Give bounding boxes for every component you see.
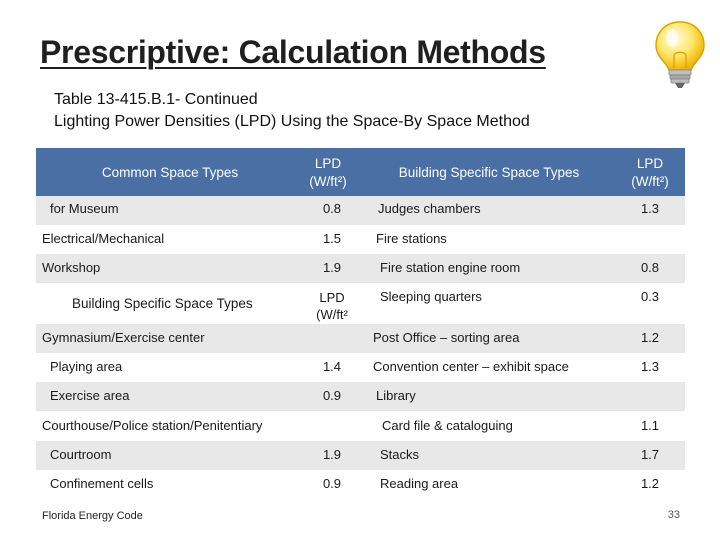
footer-source: Florida Energy Code: [42, 510, 143, 522]
table-row-label: for Museum: [50, 201, 119, 216]
table-row-value: 1.9: [322, 260, 342, 275]
table-row-value: 1.3: [640, 201, 660, 216]
table-row-value: 0.3: [640, 289, 660, 304]
table-row-value: 0.8: [640, 260, 660, 275]
table-row-label: Gymnasium/Exercise center: [42, 330, 205, 345]
table-row-value: 1.5: [322, 231, 342, 246]
table-row-value: 1.9: [322, 447, 342, 462]
table-row-label: Stacks: [380, 447, 420, 462]
header-building-specific-space-types: Building Specific Space Types: [398, 165, 580, 180]
table-row-value: 1.2: [640, 476, 660, 491]
table-row-label: Sleeping quarters: [380, 289, 482, 304]
table-row-label: Courthouse/Police station/Penitentiary: [42, 418, 263, 433]
table-row-label: Post Office – sorting area: [373, 330, 520, 345]
page-title: Prescriptive: Calculation Methods: [40, 34, 546, 70]
table-row-label: Playing area: [50, 359, 123, 374]
table-row-value: 1.7: [640, 447, 660, 462]
table-row-label: Workshop: [42, 260, 101, 275]
table-row-label: Fire station engine room: [380, 260, 521, 275]
table-row-value: 0.9: [322, 476, 342, 491]
table-row-value: 1.1: [640, 418, 660, 433]
table-caption: Table 13-415.B.1- Continued: [54, 91, 258, 108]
table-row-label: Card file & cataloguing: [382, 418, 513, 433]
table-row-value: 1.3: [640, 359, 660, 374]
table-row-value: 1.4: [322, 359, 342, 374]
table-row-label: Convention center – exhibit space: [373, 359, 569, 374]
page-number: 33: [667, 509, 680, 521]
table-row-label: Electrical/Mechanical: [42, 231, 165, 246]
repeated-header-building-specific: Building Specific Space Types: [72, 296, 253, 311]
table-row-label: Courtroom: [50, 447, 112, 462]
table-row-label: Exercise area: [50, 388, 130, 403]
table-row-value: 0.8: [322, 201, 342, 216]
light-bulb-icon: [648, 18, 712, 90]
header-common-space-types: Common Space Types: [101, 165, 239, 180]
table-row-label: Reading area: [380, 476, 459, 491]
table-row-label: Fire stations: [376, 231, 447, 246]
table-description: Lighting Power Densities (LPD) Using the Space-By Space Method: [54, 113, 530, 130]
header-lpd-right: LPD (W/ft²): [631, 156, 669, 189]
table-row-label: Confinement cells: [50, 476, 154, 491]
table-row-label: Judges chambers: [378, 201, 481, 216]
table-row-value: 1.2: [640, 330, 660, 345]
repeated-header-lpd: LPD (W/ft²: [316, 290, 348, 322]
table-row-label: Library: [376, 388, 416, 403]
table-row-value: 0.9: [322, 388, 342, 403]
header-lpd-left: LPD (W/ft²): [309, 156, 347, 189]
